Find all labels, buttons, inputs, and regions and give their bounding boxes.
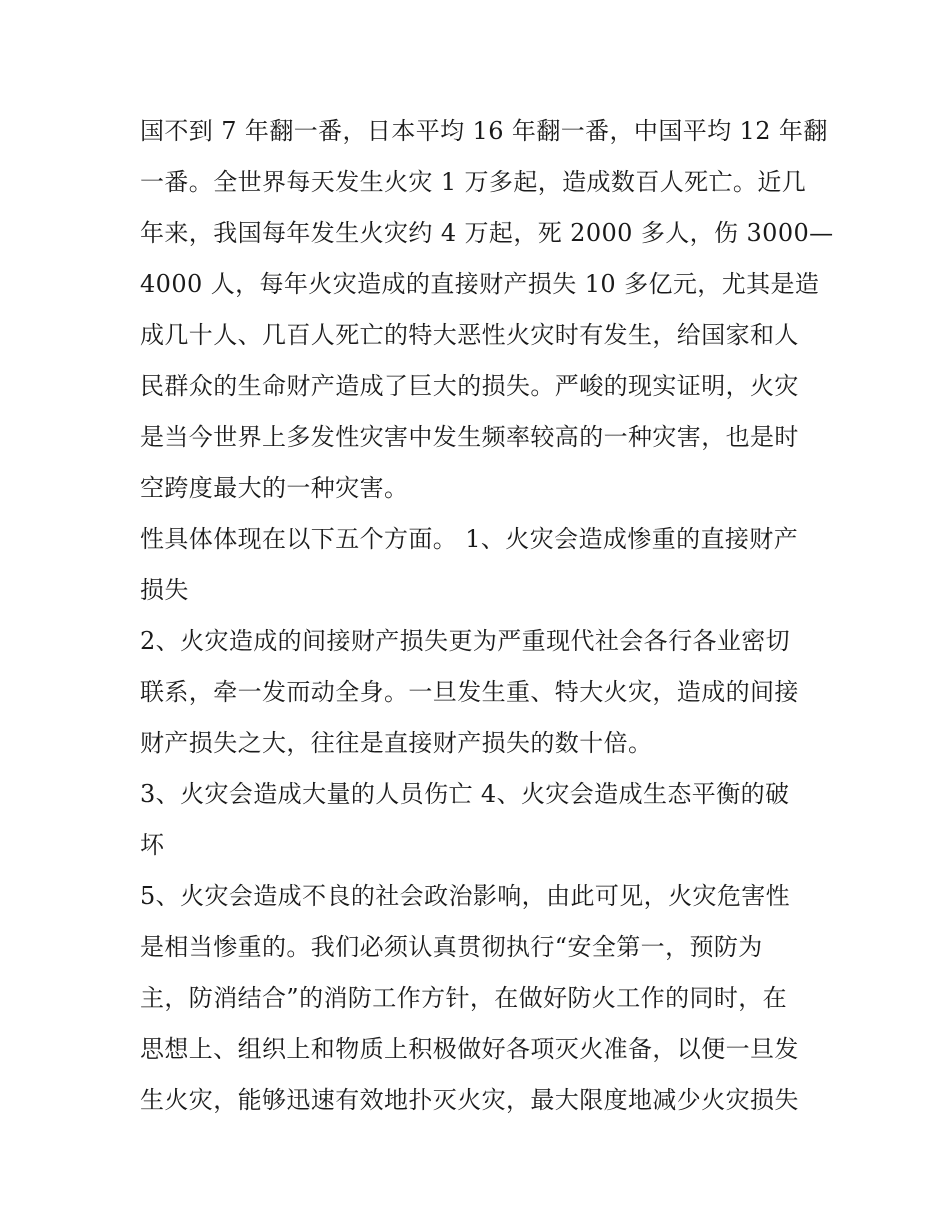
text-line: 2、火灾造成的间接财产损失更为严重现代社会各行各业密切: [140, 627, 791, 655]
text-line: 生火灾，能够迅速有效地扑灭火灾，最大限度地减少火灾损失: [140, 1086, 799, 1114]
text-line: 空跨度最大的一种灾害。: [140, 474, 409, 502]
text-line: 财产损失之大，往往是直接财产损失的数十倍。: [140, 729, 653, 757]
text-line: 年来，我国每年发生火灾约 4 万起，死 2000 多人，伤 3000—: [140, 219, 834, 247]
text-line: 成几十人、几百人死亡的特大恶性火灾时有发生，给国家和人: [140, 321, 799, 349]
text-line: 损失: [140, 576, 189, 604]
text-line: 3、火灾会造成大量的人员伤亡 4、火灾会造成生态平衡的破: [140, 780, 790, 808]
text-line: 联系，牵一发而动全身。一旦发生重、特大火灾，造成的间接: [140, 678, 799, 706]
text-line: 性具体体现在以下五个方面。 1、火灾会造成惨重的直接财产: [140, 525, 799, 553]
text-line: 一番。全世界每天发生火灾 1 万多起，造成数百人死亡。近几: [140, 168, 807, 196]
text-line: 国不到 7 年翻一番，日本平均 16 年翻一番，中国平均 12 年翻: [140, 117, 828, 145]
text-line: 5、火灾会造成不良的社会政治影响，由此可见，火灾危害性: [140, 882, 791, 910]
text-line: 思想上、组织上和物质上积极做好各项灭火准备，以便一旦发: [140, 1035, 799, 1063]
text-line: 是相当惨重的。我们必须认真贯彻执行“安全第一，预防为: [140, 933, 763, 961]
text-line: 主，防消结合”的消防工作方针，在做好防火工作的同时，在: [140, 984, 788, 1012]
text-line: 是当今世界上多发性灾害中发生频率较高的一种灾害，也是时: [140, 423, 799, 451]
document-body: [140, 106, 834, 1126]
text-line: 4000 人，每年火灾造成的直接财产损失 10 多亿元，尤其是造: [140, 270, 820, 298]
text-line: 坏: [140, 831, 165, 859]
text-line: 民群众的生命财产造成了巨大的损失。严峻的现实证明，火灾: [140, 372, 799, 400]
